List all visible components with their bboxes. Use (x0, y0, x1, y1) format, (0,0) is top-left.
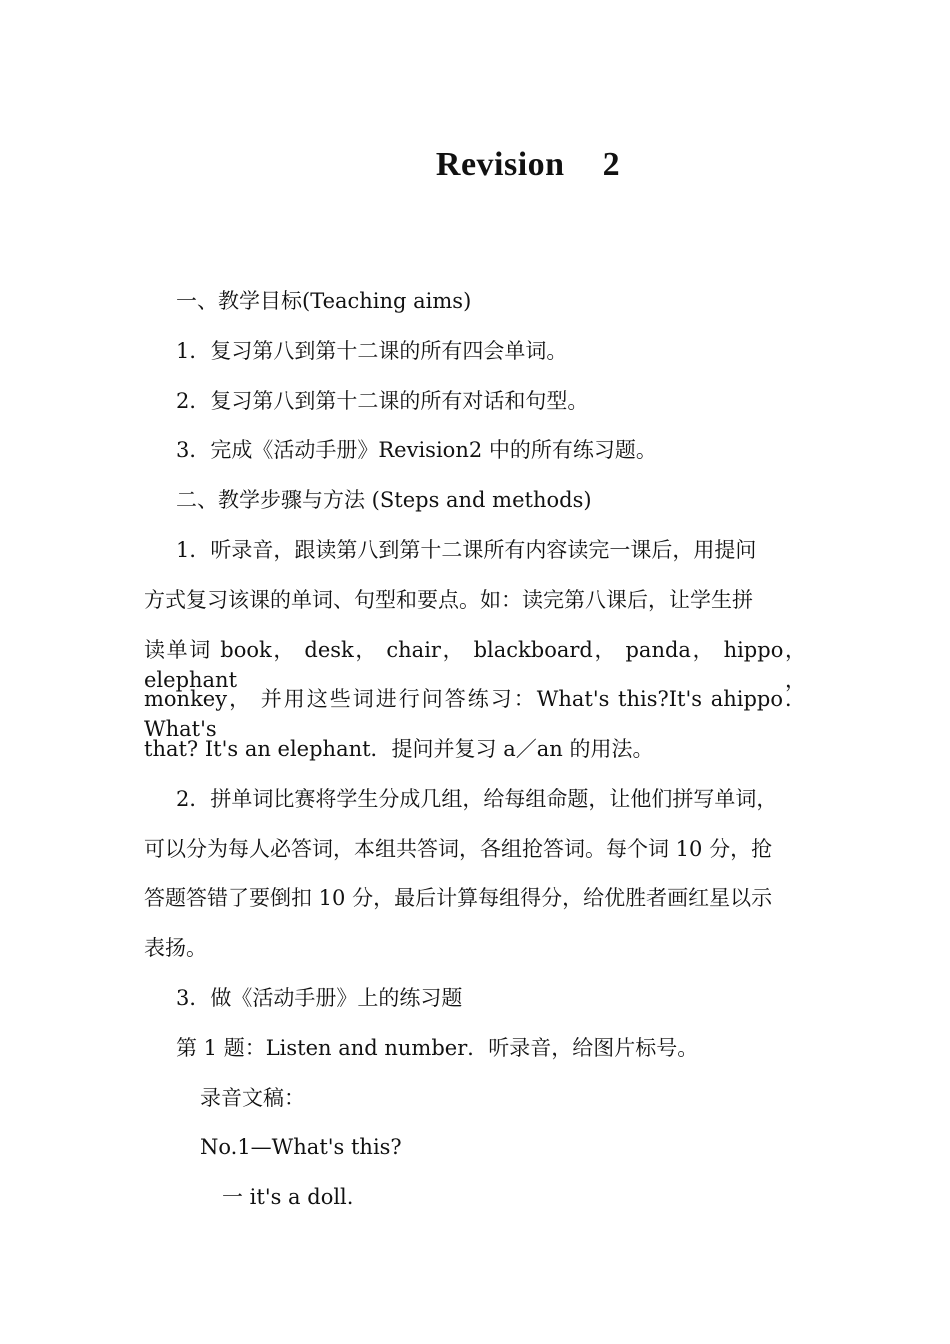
transcript-question-1: No.1—What's this? (200, 1135, 402, 1159)
step-1-line-3: 读单词 book， desk， chair， blackboard， panda， hippo， elephant， (144, 638, 806, 692)
aim-item-2: 2．复习第八到第十二课的所有对话和句型。 (176, 389, 589, 413)
step-2-line-2: 可以分为每人必答词，本组共答词，各组抢答词。每个词 10 分，抢 (144, 837, 773, 861)
step-2-line-1: 2．拼单词比赛将学生分成几组，给每组命题，让他们拼写单词， (176, 787, 778, 811)
step-1-line-4: monkey， 并用这些词进行问答练习：What's this?It's ahippo．What's (144, 687, 806, 741)
section-heading-teaching-aims: 一、教学目标(Teaching aims) (176, 289, 472, 313)
section-heading-steps-methods: 二、教学步骤与方法 (Steps and methods) (176, 488, 592, 512)
document-title: Revision 2 (435, 146, 621, 183)
step-1-line-2: 方式复习该课的单词、句型和要点。如：读完第八课后，让学生拼 (144, 588, 753, 612)
aim-item-1: 1．复习第八到第十二课的所有四会单词。 (176, 339, 568, 363)
step-1-line-5: that? It's an elephant．提问并复习 a／an 的用法。 (144, 737, 654, 761)
step-1-line-1: 1．听录音，跟读第八到第十二课所有内容读完一课后，用提问 (176, 538, 757, 562)
step-3-heading: 3．做《活动手册》上的练习题 (176, 986, 463, 1010)
step-2-line-3: 答题答错了要倒扣 10 分，最后计算每组得分，给优胜者画红星以示 (144, 886, 773, 910)
step-2-line-4: 表扬。 (144, 936, 207, 960)
transcript-label: 录音文稿： (200, 1086, 305, 1110)
aim-item-3: 3．完成《活动手册》Revision2 中的所有练习题。 (176, 438, 657, 462)
transcript-answer-1: 一 it's a doll. (222, 1185, 354, 1209)
exercise-1-instruction: 第 1 题：Listen and number．听录音，给图片标号。 (176, 1036, 699, 1060)
